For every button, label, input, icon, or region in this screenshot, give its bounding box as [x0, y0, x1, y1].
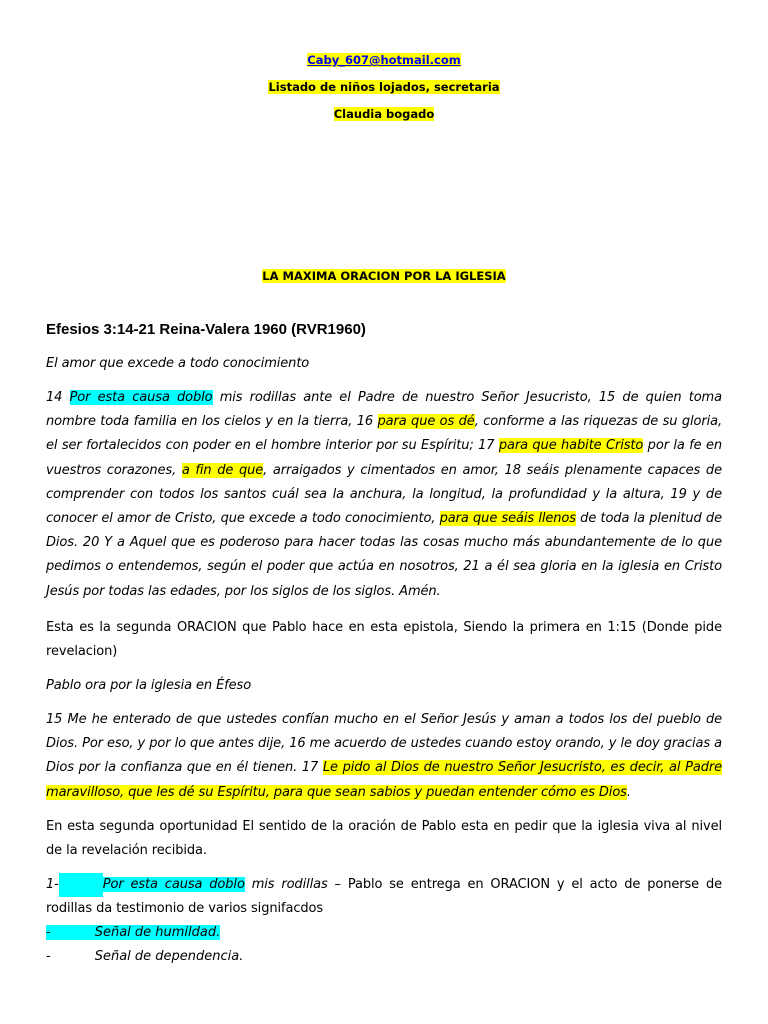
highlight-cyan: Por esta causa doblo [102, 877, 245, 892]
paragraph-second-prayer: Esta es la segunda ORACION que Pablo hace en esta epistola, Siendo la primera en 1:15 (Donde pide revelacion) [46, 620, 722, 660]
subtitle-paul-prays: Pablo ora por la iglesia en Éfeso [46, 678, 252, 693]
paragraph-sense: En esta segunda oportunidad El sentido de la oración de Pablo esta en pedir que la iglesia viva al nivel de la revelación recibida. [46, 819, 722, 859]
main-title: LA MAXIMA ORACION POR LA IGLESIA [262, 269, 506, 283]
subtitle-love: El amor que excede a todo conocimiento [46, 356, 310, 371]
highlight-yellow: para que habite Cristo [498, 438, 644, 454]
paragraph-point-1: 1- Por esta causa doblo mis rodillas – Pablo se entrega en ORACION y el acto de ponerse de rodillas da testimonio de varios signifacdos [46, 873, 722, 921]
main-title-line [0, 269, 768, 284]
list-item-highlight: - Señal de humildad. [46, 925, 221, 940]
list-item: - Señal de dependencia. [46, 949, 244, 964]
highlight-cyan: Por esta causa doblo [69, 390, 213, 405]
header-name: Claudia bogado [333, 107, 435, 121]
highlight-yellow: para que os dé [377, 414, 475, 430]
paragraph-tla: 15 Me he enterado de que ustedes confían mucho en el Señor Jesús y aman a todos los del pueblo de Dios. Por eso, y por lo que antes dije, 16 me acuerdo de ustedes cuando estoy orando, y le doy gracias a Dios por la confianza que en él tienen. 17 Le pido al Dios de nuestro Señor Jesucristo, es decir, al Padre maravilloso, que les dé su Espíritu, para que sean sabios y puedan entender cómo es Dios. [46, 712, 722, 800]
scripture-reference: Efesios 3:14-21 Reina-Valera 1960 (RVR1960) [46, 321, 366, 338]
highlight-yellow: para que seáis llenos [439, 511, 576, 527]
paragraph-ephesians: 14 Por esta causa doblo mis rodillas ante el Padre de nuestro Señor Jesucristo, 15 de quien toma nombre toda familia en los cielos y en la tierra, 16 para que os dé, conforme a las riquezas de su gloria, el ser fortalecidos con poder en el hombre interior por su Espíritu; 17 para que habite Cristo por la fe en vuestros corazones, a fin de que, arraigados y cimentados en amor, 18 seáis plenamente capaces de comprender con todos los santos cuál sea la anchura, la longitud, la profundidad y la altura, 19 y de conocer el amor de Cristo, que excede a todo conocimiento, para que seáis llenos de toda la plenitud de Dios. 20 Y a Aquel que es poderoso para hacer todas las cosas mucho más abundantemente de lo que pedimos o entendemos, según el poder que actúa en nosotros, 21 a él sea gloria en la iglesia en Cristo Jesús por todas las edades, por los siglos de los siglos. Amén. [46, 390, 722, 599]
highlight-yellow: Le pido al Dios de nuestro Señor Jesucristo, es decir, al Padre maravilloso, que les dé su Espíritu, para que sean sabios y puedan entender cómo es Dios [46, 760, 722, 800]
list-item [46, 921, 220, 945]
header-list-title: Listado de niños lojados, secretaria [268, 80, 500, 94]
header-line-2 [0, 80, 768, 95]
header-email-line [0, 53, 768, 68]
highlight-yellow: a fin de que [181, 462, 264, 478]
highlight-tab [59, 873, 103, 897]
email-link[interactable]: Caby_607@hotmail.com [307, 53, 461, 67]
header-line-3 [0, 107, 768, 122]
